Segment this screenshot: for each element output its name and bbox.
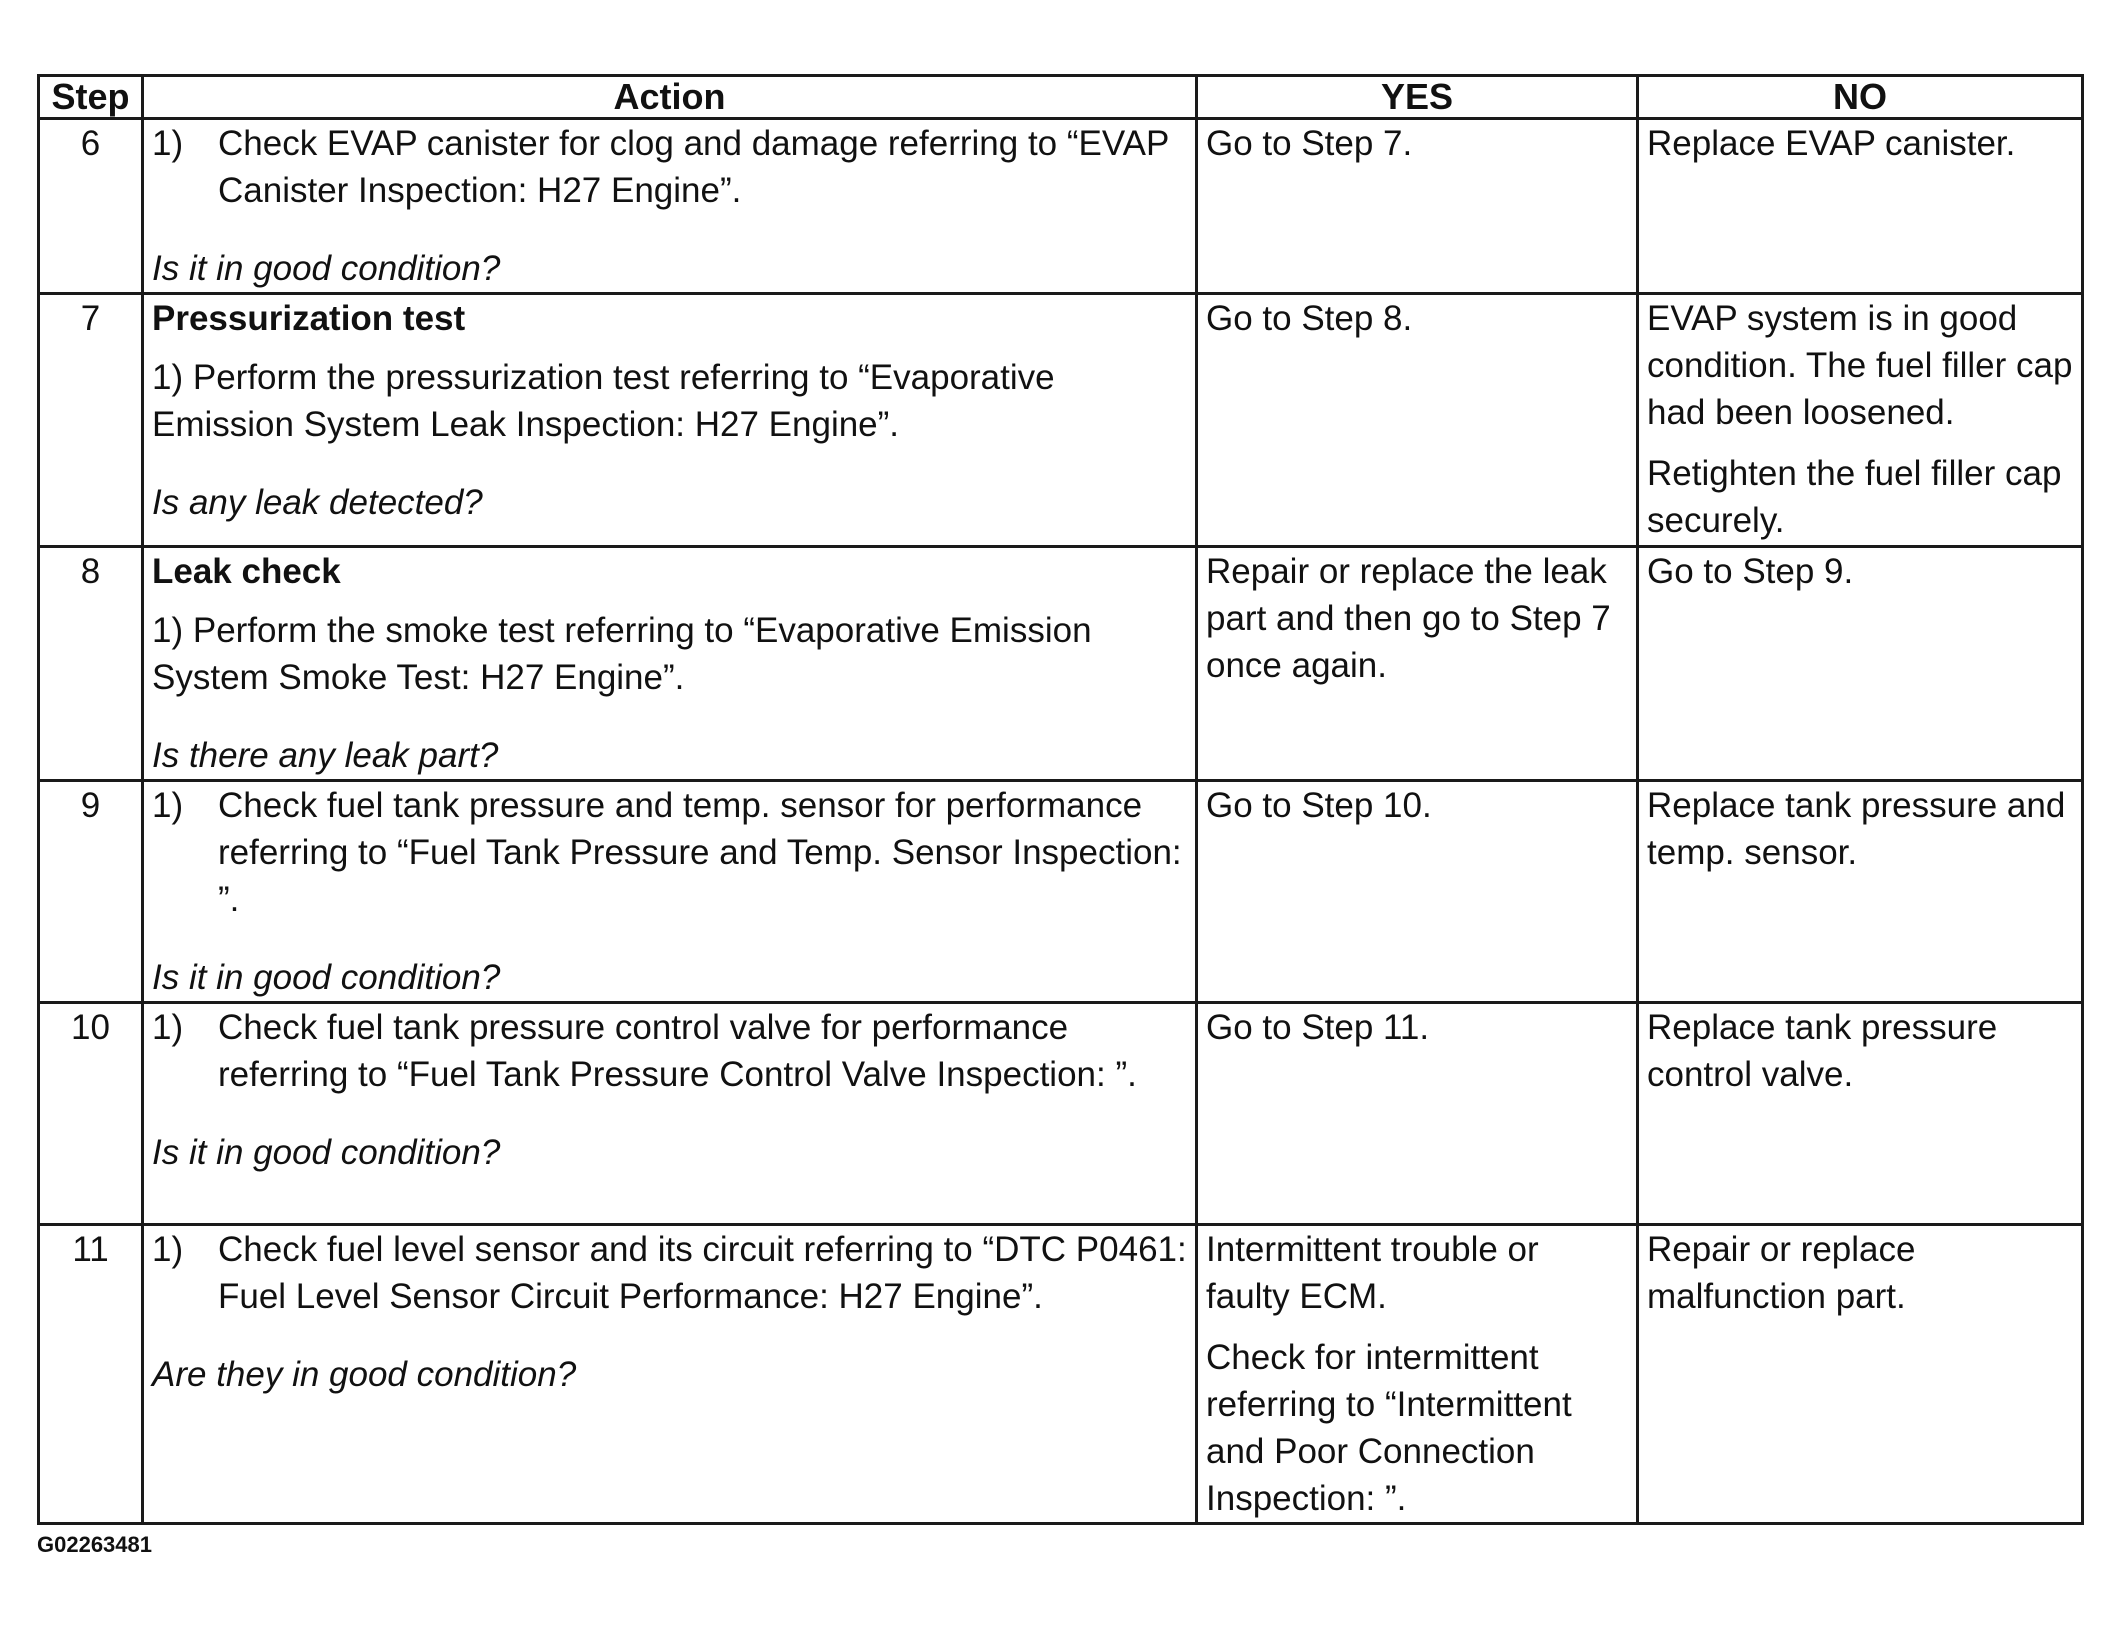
yes-text: Intermittent trouble or faulty ECM.	[1206, 1230, 1539, 1316]
yes-cell	[1197, 781, 1638, 1003]
action-cell	[143, 1225, 1197, 1524]
troubleshooting-table	[37, 74, 2084, 1525]
no-text: Go to Step 9.	[1647, 552, 1854, 591]
item-number: 1)	[152, 124, 184, 163]
no-text: Replace EVAP canister.	[1647, 124, 2016, 163]
no-text: Repair or replace malfunction part.	[1647, 1230, 1916, 1316]
header-action: Action	[143, 76, 1197, 119]
step-number: 11	[39, 1225, 143, 1524]
item-text: Check EVAP canister for clog and damage referring to “EVAP Canister Inspection: H27 Engine”.	[218, 124, 1169, 210]
item-text: Perform the pressurization test referring to “Evaporative Emission System Leak Inspection: H27 Engine”.	[152, 358, 1055, 444]
action-question: Is it in good condition?	[152, 1133, 501, 1172]
item-number: 1)	[152, 1008, 184, 1047]
item-text: Check fuel tank pressure and temp. sensor for performance referring to “Fuel Tank Pressure and Temp. Sensor Inspection: ”.	[218, 786, 1182, 919]
item-text: Check fuel level sensor and its circuit referring to “DTC P0461: Fuel Level Sensor Circuit Performance: H27 Engine”.	[218, 1230, 1187, 1316]
table-row	[39, 1003, 2083, 1225]
no-cell	[1638, 119, 2083, 294]
item-text: Check fuel tank pressure control valve for performance referring to “Fuel Tank Pressure Control Valve Inspection: ”.	[218, 1008, 1137, 1094]
yes-text: Go to Step 7.	[1206, 124, 1413, 163]
table-row	[39, 294, 2083, 547]
action-question: Is there any leak part?	[152, 736, 499, 775]
action-question: Are they in good condition?	[152, 1355, 577, 1394]
no-text: Replace tank pressure and temp. sensor.	[1647, 786, 2066, 872]
action-question: Is any leak detected?	[152, 483, 483, 522]
yes-text-secondary: Check for intermittent referring to “Intermittent and Poor Connection Inspection: ”.	[1206, 1338, 1572, 1518]
action-item	[152, 120, 1187, 214]
step-number: 7	[39, 294, 143, 547]
no-cell	[1638, 1003, 2083, 1225]
action-heading: Leak check	[152, 552, 341, 591]
action-item	[152, 607, 1187, 701]
item-text: Perform the smoke test referring to “Evaporative Emission System Smoke Test: H27 Engine”.	[152, 611, 1092, 697]
no-cell	[1638, 547, 2083, 781]
header-no: NO	[1638, 76, 2083, 119]
item-number: 1)	[152, 358, 184, 397]
yes-text: Go to Step 11.	[1206, 1008, 1430, 1047]
header-row	[39, 76, 2083, 119]
header-step: Step	[39, 76, 143, 119]
step-number: 9	[39, 781, 143, 1003]
no-text: Replace tank pressure control valve.	[1647, 1008, 1998, 1094]
yes-cell	[1197, 1225, 1638, 1524]
table-row	[39, 547, 2083, 781]
yes-text: Go to Step 10.	[1206, 786, 1432, 825]
yes-cell	[1197, 119, 1638, 294]
action-heading: Pressurization test	[152, 299, 466, 338]
action-cell	[143, 294, 1197, 547]
yes-cell	[1197, 294, 1638, 547]
action-item	[152, 354, 1187, 448]
no-text: EVAP system is in good condition. The fuel filler cap had been loosened.	[1647, 299, 2073, 432]
item-number: 1)	[152, 1230, 184, 1269]
table-row	[39, 781, 2083, 1003]
action-question: Is it in good condition?	[152, 249, 501, 288]
yes-cell	[1197, 1003, 1638, 1225]
no-cell	[1638, 781, 2083, 1003]
action-item	[152, 1226, 1187, 1320]
action-cell	[143, 547, 1197, 781]
action-item	[152, 782, 1187, 923]
step-number: 8	[39, 547, 143, 781]
action-cell	[143, 1003, 1197, 1225]
action-item	[152, 1004, 1187, 1098]
header-yes: YES	[1197, 76, 1638, 119]
action-cell	[143, 119, 1197, 294]
yes-text: Repair or replace the leak part and then go to Step 7 once again.	[1206, 552, 1611, 685]
document-id: G02263481	[37, 1532, 152, 1557]
yes-cell	[1197, 547, 1638, 781]
step-number: 6	[39, 119, 143, 294]
table-row	[39, 119, 2083, 294]
table-row	[39, 1225, 2083, 1524]
yes-text: Go to Step 8.	[1206, 299, 1413, 338]
action-cell	[143, 781, 1197, 1003]
item-number: 1)	[152, 786, 184, 825]
action-question: Is it in good condition?	[152, 958, 501, 997]
no-cell	[1638, 1225, 2083, 1524]
item-number: 1)	[152, 611, 184, 650]
no-text-secondary: Retighten the fuel filler cap securely.	[1647, 454, 2062, 540]
troubleshooting-sheet	[37, 74, 2081, 1525]
step-number: 10	[39, 1003, 143, 1225]
no-cell	[1638, 294, 2083, 547]
